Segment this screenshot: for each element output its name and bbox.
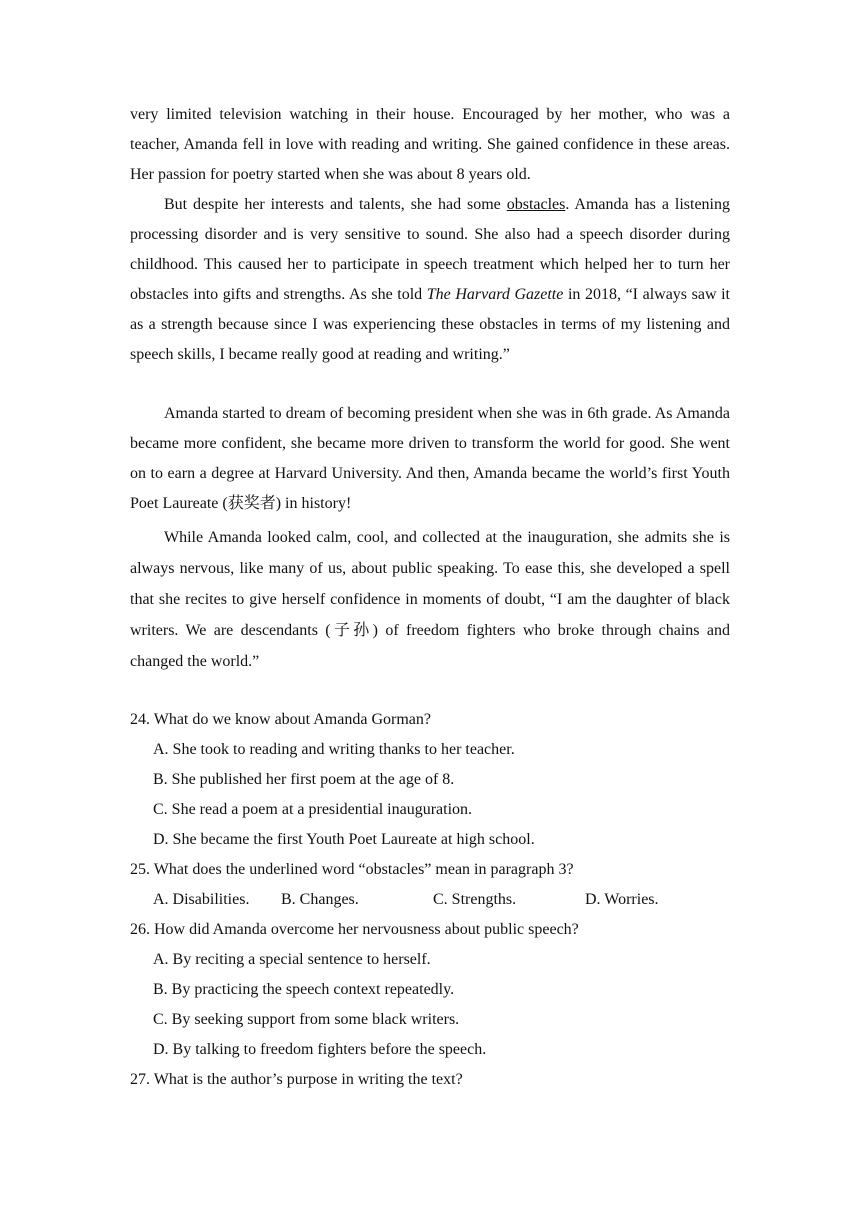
paragraph-4-text: Amanda started to dream of becoming president when she was in 6th grade. As Amanda became more confident, she became more driven to transform the world for good. She went on to earn a degree at Harvard University. And then, Amanda became the world’s first Youth Poet Laureate (获奖者) in history! <box>130 405 730 512</box>
question-24-option-d[interactable]: D. She became the first Youth Poet Laureate at high school. <box>153 831 535 848</box>
question-26-option-b[interactable]: B. By practicing the speech context repeatedly. <box>153 981 455 998</box>
question-25-stem: 25. What does the underlined word “obstacles” mean in paragraph 3? <box>130 861 574 878</box>
paragraph-5 <box>130 522 730 677</box>
publication-title: The Harvard Gazette <box>426 286 564 303</box>
paragraph-3-text-a: But despite her interests and talents, she had some <box>164 196 507 213</box>
question-24-option-c[interactable]: C. She read a poem at a presidential inauguration. <box>153 801 473 818</box>
question-26-option-c[interactable]: C. By seeking support from some black writers. <box>153 1011 460 1028</box>
question-24-option-b[interactable]: B. She published her first poem at the age of 8. <box>153 771 455 788</box>
question-27-stem: 27. What is the author’s purpose in writing the text? <box>130 1071 463 1088</box>
paragraph-2-text: very limited television watching in their house. Encouraged by her mother, who was a teacher, Amanda fell in love with reading and writing. She gained confidence in these areas. Her passion for poetry started when she was about 8 years old. <box>130 106 730 183</box>
underlined-word-obstacles: obstacles <box>506 196 566 213</box>
paragraph-3-text-c: in 2018, “I always saw it as a strength because since I was experiencing these obstacles in terms of my listening and speech skills, I became really good at reading and writing.” <box>130 286 731 363</box>
paragraph-3 <box>130 190 730 370</box>
question-25-option-a[interactable]: A. Disabilities. <box>153 891 250 908</box>
question-24-option-a[interactable]: A. She took to reading and writing thanks to her teacher. <box>153 741 515 758</box>
question-25-option-b[interactable]: B. Changes. <box>281 891 359 908</box>
question-24-stem: 24. What do we know about Amanda Gorman? <box>130 711 431 728</box>
question-26-option-d[interactable]: D. By talking to freedom fighters before the speech. <box>153 1041 487 1058</box>
paragraph-3-text-b: . Amanda has a listening processing disorder and is very sensitive to sound. She also had a speech disorder during childhood. This caused her to participate in speech treatment which helped her to turn her obstacles into gifts and strengths. As she told <box>130 196 730 303</box>
paragraph-2-tail <box>130 100 730 190</box>
question-25-option-d[interactable]: D. Worries. <box>585 891 659 908</box>
paragraph-5-text: While Amanda looked calm, cool, and collected at the inauguration, she admits she is always nervous, like many of us, about public speaking. To ease this, she developed a spell that she recites to give herself confidence in moments of doubt, “I am the daughter of black writers. We are descendants (子孙) of freedom fighters who broke through chains and changed the world.” <box>130 529 730 670</box>
question-26-option-a[interactable]: A. By reciting a special sentence to herself. <box>153 951 431 968</box>
paragraph-4 <box>130 399 730 519</box>
question-25-options <box>153 885 713 915</box>
question-26-stem: 26. How did Amanda overcome her nervousness about public speech? <box>130 921 579 938</box>
question-25-option-c[interactable]: C. Strengths. <box>433 891 517 908</box>
